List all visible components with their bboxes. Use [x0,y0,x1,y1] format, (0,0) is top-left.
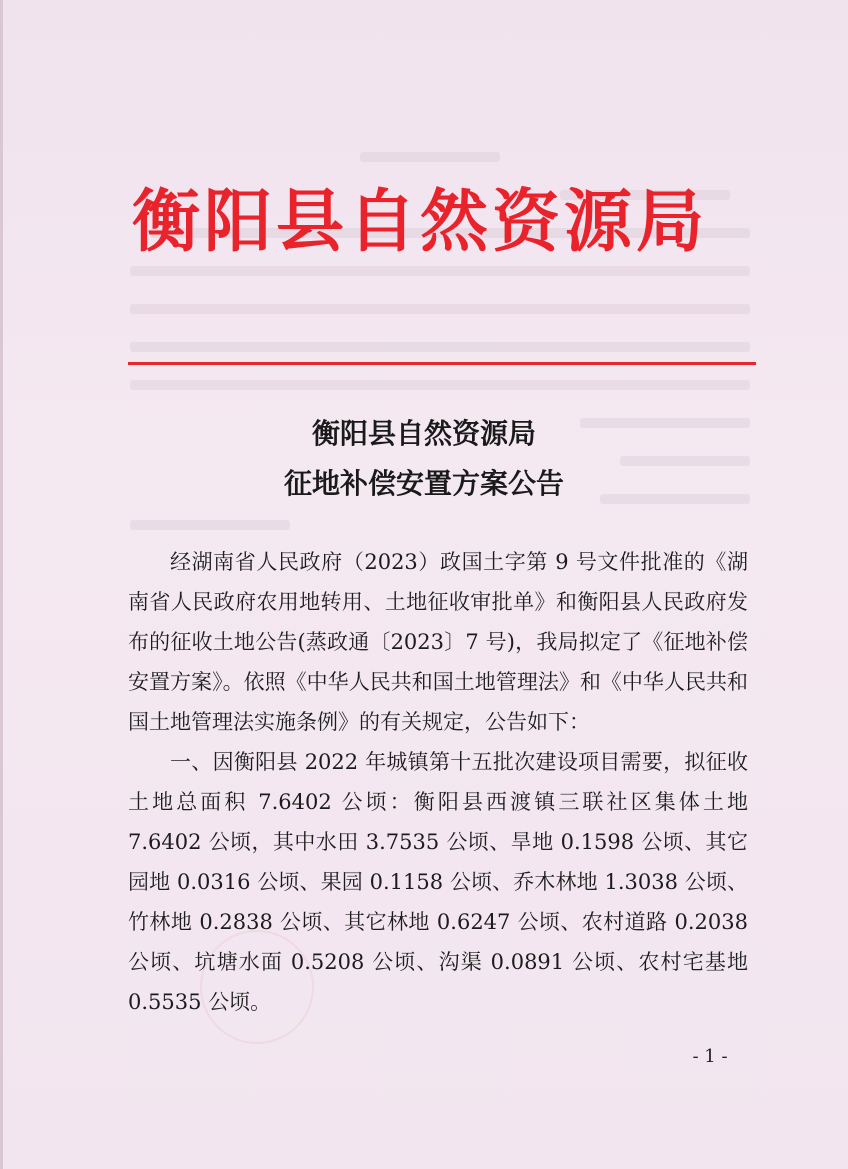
page-number: - 1 - [692,1046,728,1067]
notice-title-line2: 征地补偿安置方案公告 [283,467,564,500]
notice-title-line1: 衡阳县自然资源局 [311,417,536,450]
body-paragraph-land-area: 一、因衡阳县 2022 年城镇第十五批次建设项目需要，拟征收土地总面积 7.6402 公顷：衡阳县西渡镇三联社区集体土地 7.6402 公顷，其中水田 3.7535 公顷、旱地 0.1598 公顷、其它园地 0.0316 公顷、果园 0.1158 公顷、乔木林地 1.3038 公顷、竹林地 0.2838 公顷、其它林地 0.6247 公顷、农村道路 0.2038 公顷、坑塘水面 0.5208 公顷、沟渠 0.0891 公顷、农村宅基地 0.5535 公顷。 [128,750,748,1014]
letterhead-red-rule [128,362,756,365]
scan-edge [0,0,3,1169]
notice-body [128,542,748,1022]
body-paragraph-intro: 经湖南省人民政府（2023）政国土字第 9 号文件批准的《湖南省人民政府农用地转用、土地征收审批单》和衡阳县人民政府发布的征收土地公告(蒸政通〔2023〕7 号)，我局拟定了《征地补偿安置方案》。依照《中华人民共和国土地管理法》和《中华人民共和国土地管理法实施条例》的有关规定，公告如下： [128,550,748,734]
agency-letterhead: 衡阳县自然资源局 [131,182,708,262]
